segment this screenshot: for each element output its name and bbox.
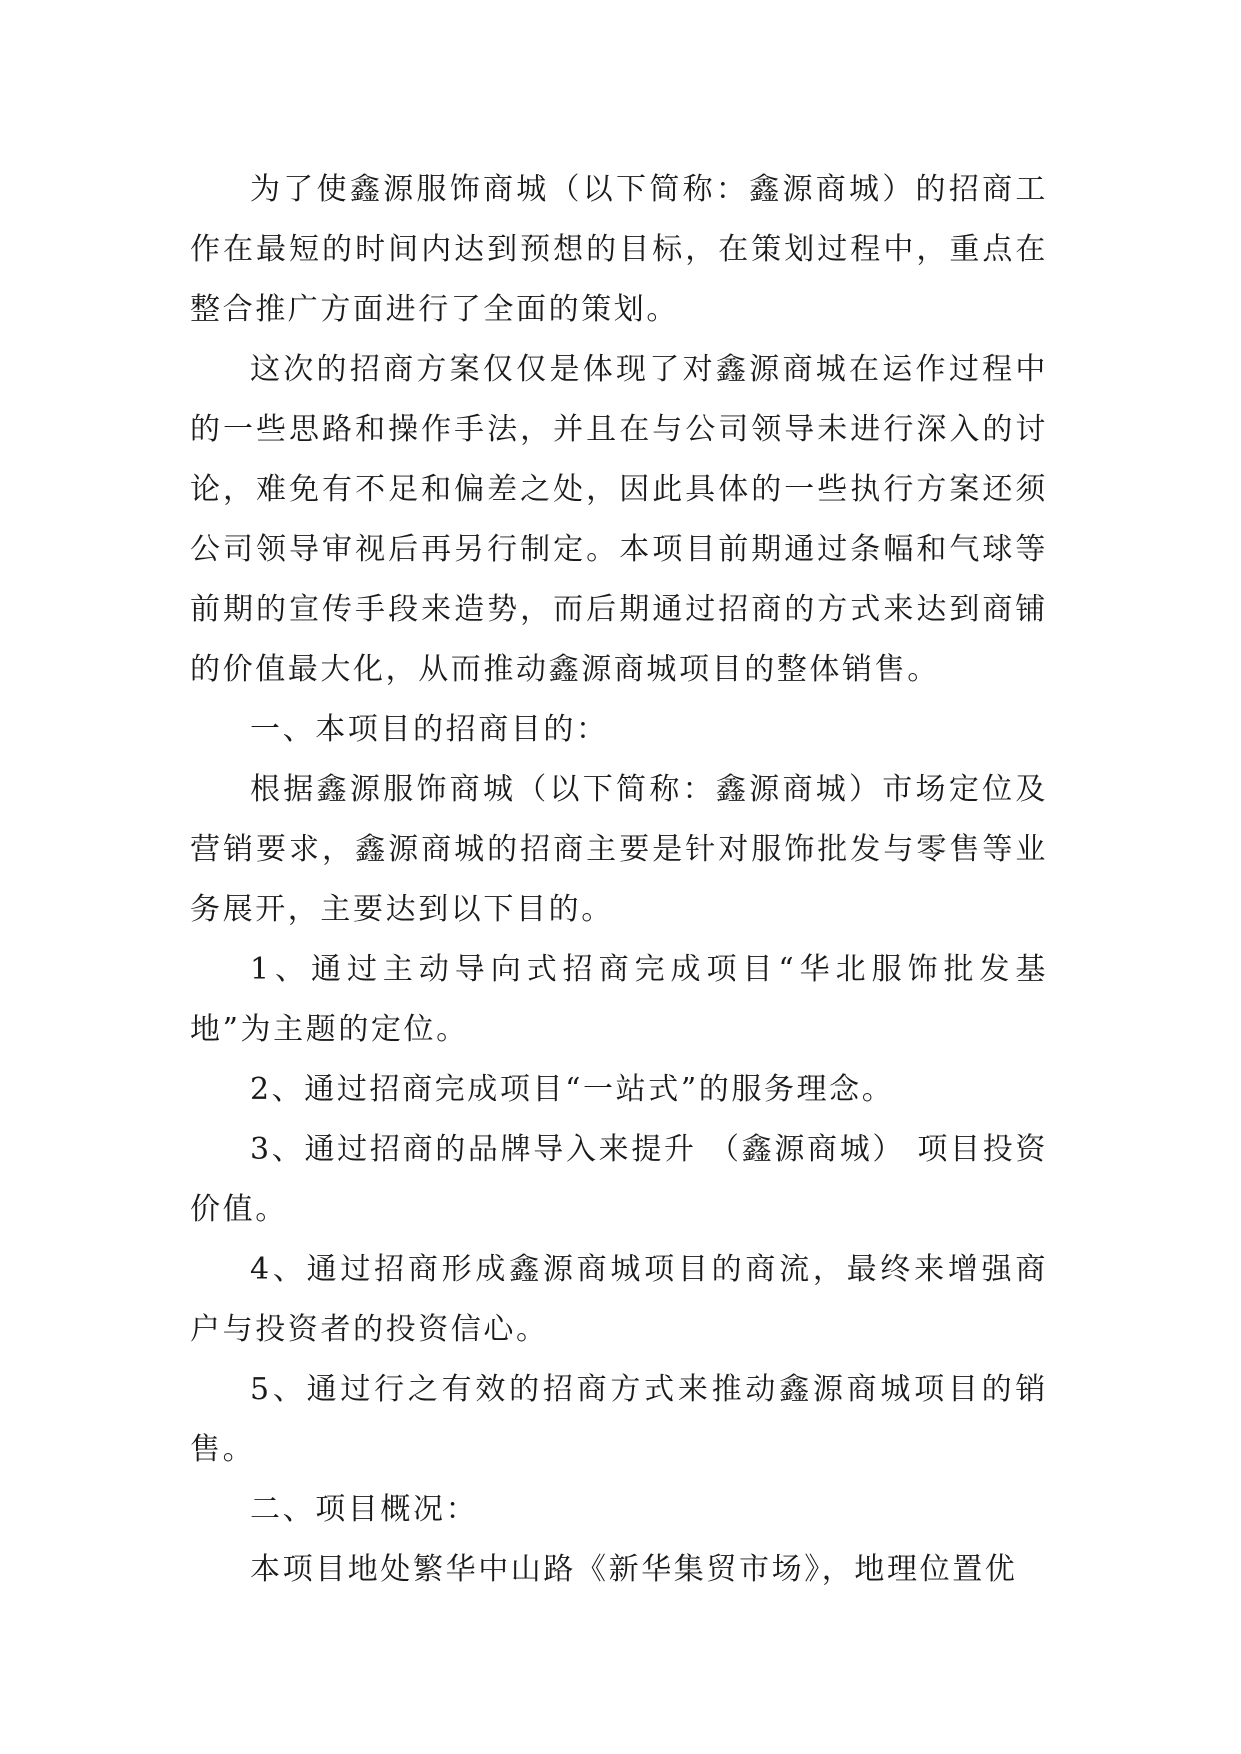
list-item-purpose-4: 4、通过招商形成鑫源商城项目的商流，最终来增强商户与投资者的投资信心。 (190, 1252, 1048, 1347)
paragraph-scheme-note: 这次的招商方案仅仅是体现了对鑫源商城在运作过程中的一些思路和操作手法，并且在与公司领导未进行深入的讨论，难免有不足和偏差之处，因此具体的一些执行方案还须公司领导审视后再另行制定。本项目前期通过条幅和气球等前期的宣传手段来造势，而后期通过招商的方式来达到商铺的价值最大化，从而推动鑫源商城项目的整体销售。 (190, 352, 1048, 687)
list-item-purpose-3: 3、通过招商的品牌导入来提升 （鑫源商城） 项目投资价值。 (190, 1132, 1048, 1227)
paragraph-overview: 本项目地处繁华中山路《新华集贸市场》，地理位置优 (250, 1552, 1018, 1587)
list-item-purpose-1: 1、通过主动导向式招商完成项目“华北服饰批发基地”为主题的定位。 (190, 952, 1048, 1047)
paragraph-intro: 为了使鑫源服饰商城（以下简称：鑫源商城）的招商工作在最短的时间内达到预想的目标，在策划过程中，重点在整合推广方面进行了全面的策划。 (190, 172, 1048, 327)
list-item-purpose-5: 5、通过行之有效的招商方式来推动鑫源商城项目的销售。 (190, 1372, 1048, 1467)
document-body (190, 160, 1048, 1600)
section-heading-overview: 二、项目概况： (250, 1492, 479, 1527)
list-item-purpose-2: 2、通过招商完成项目“一站式”的服务理念。 (250, 1072, 895, 1107)
paragraph-purpose-intro: 根据鑫源服饰商城（以下简称：鑫源商城）市场定位及营销要求，鑫源商城的招商主要是针对服饰批发与零售等业务展开，主要达到以下目的。 (190, 772, 1048, 927)
section-heading-purpose: 一、本项目的招商目的： (250, 712, 609, 747)
